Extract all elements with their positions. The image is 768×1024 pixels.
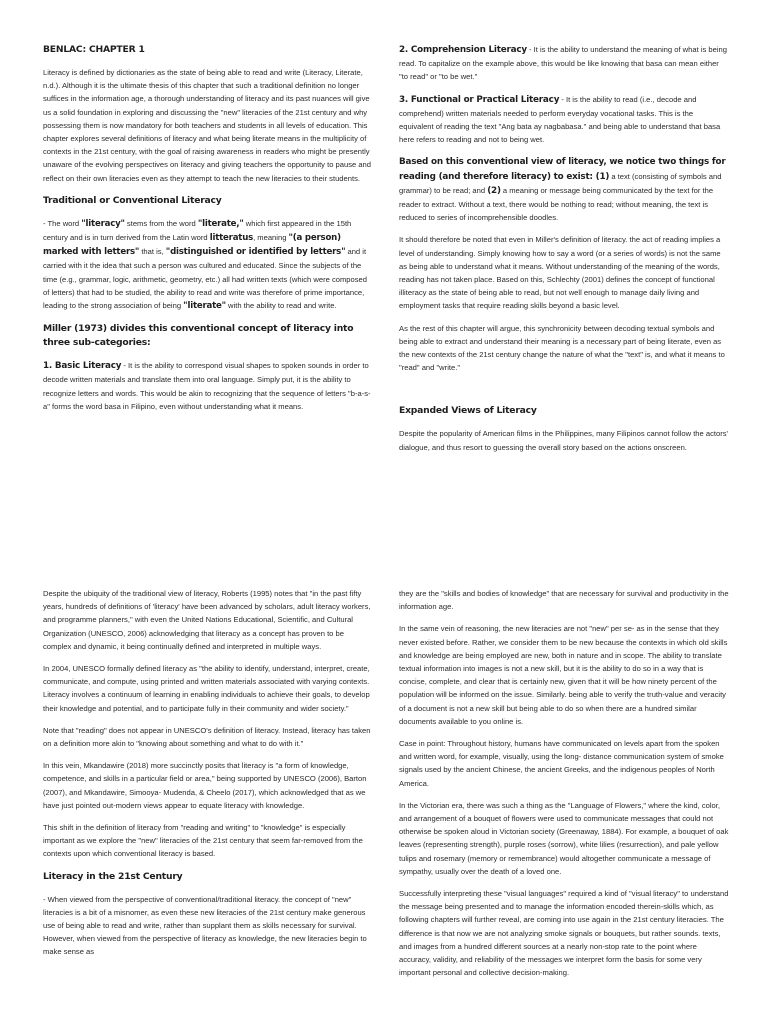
unesco-2004-paragraph: In 2004, UNESCO formally defined literacy as "the ability to identify, understand, interpret, create, communicate, and compute, using printed and written materials associated with varying contexts. Literacy involves a continuum of learning in enabling individuals to achieve their goals, to develop their knowledge and potential, and to participate fully in their community and wider society." bbox=[43, 664, 370, 713]
same-vein-paragraph: In the same vein of reasoning, the new literacies are not "new" per se- as in the sense that they never existed before. Rather, we consider them to be new because the contexts in which old skills and knowledge are being employed are new, both in nature and in scope. The ability to translate textual information into images is not a new skill, but it is the ability to do so in a way that is concise, complete, and clear that is certainly new, given that it will be how ninety percent of the population will be informed on the issue. Similarly. being able to verify the truth-value and veracity of a document is not a new skill but being able to do so when there are a hundred similar documents available to you online is. bbox=[399, 624, 728, 726]
text-run: - It is the ability to understand the meaning of what is being read. To capitalize on the example above, this would be like knowing that basa can mean either "to read" or "to be wet." bbox=[399, 45, 728, 82]
text-run: , meaning bbox=[253, 233, 289, 243]
text-run: a text (consisting of symbols and grammar) to be read; and bbox=[399, 171, 722, 195]
miller-note-paragraph: It should therefore be noted that even in Miller's definition of literacy. the act of reading implies a level of understanding. Simply knowing how to say a word (or a series of words) is not the same as being able to understand what it means. Without understanding of the meaning of the words, reading has not taken place. Based on this, Schlechty (2001) defines the concept of functional illiteracy as the state of being able to read, but not well enough to manage daily living and employment tasks that require reading skills beyond a basic level. bbox=[399, 235, 721, 311]
victorian-paragraph: In the Victorian era, there was such a thing as the "Language of Flowers," where the kind, color, and arrangement of a bouquet of flowers were used to communicate messages that could not otherwise be spoken aloud in Victorian society (Greenaway, 1884). For example, a bouquet of oak leaves (representing strength), purple roses (sorrow), white lilies (resurrection), and pale yellow tulips and rosemary (memory or remembrance) would altogether communicate a message of sympathy, usually over the death of a loved one. bbox=[399, 800, 729, 876]
keyword: "(a person) marked with letters" bbox=[43, 233, 341, 258]
page2-left-column bbox=[43, 587, 373, 968]
films-paragraph: Despite the popularity of American films in the Philippines, many Filipinos cannot follow the actors' dialogue, and thus resort to guessing the overall story based on the actions onscreen. bbox=[399, 429, 728, 452]
visual-literacy-paragraph: Successfully interpreting these "visual languages" required a kind of "visual literacy" to understand the message being presented and to manage the information encoded therein-skills which, as following chapters will further reveal, are coming into use again in the 21st century literacies. The difference is that now we are not analyzing smoke signals or bouquets, but rather sounds. texts, and images from a hundred different sources at a nearly non-stop rate to the point where accuracy, validity, and reliability of the messages we interpret form the basis for some very important personal and collective decision-making. bbox=[399, 889, 729, 978]
functional-literacy-paragraph bbox=[399, 93, 729, 147]
roberts-paragraph: Despite the ubiquity of the traditional view of literacy, Roberts (1995) notes that "in the past fifty years, hundreds of definitions of 'literacy' have been advanced by scholars, adult literacy workers, and programme planners," with even the United Nations Educational, Scientific, and Cultural Organization (UNESCO, 2006) acknowledging that literacy as a concept has proven to be complex and dynamic, it being continually defined and interpreted in multiple ways. bbox=[43, 589, 371, 651]
reading-note-paragraph: Note that "reading" does not appear in UNESCO's definition of literacy. Instead, literacy has taken on a definition more akin to "knowing about something and what to do with it." bbox=[43, 725, 371, 749]
misnomer-paragraph: - When viewed from the perspective of conventional/traditional literacy. the concept of "new" literacies is a bit of a misnomer, as even these new literacies of the 21st century make generous use of being able to read and write, rather than supplant them as skills necessary for survival. However, when viewed from the perspective of literacy as knowledge, the new literacies begin to make sense as bbox=[43, 894, 367, 957]
text-run: and it carried with it the idea that such a person was cultured and educated. Since the subjects of the time (e.g., grammar, logic, arithmetic, geometry, etc.) all had written texts (which were composed of letters) that had to be studied, the ability to read and write was therefore of prime importance, leading to the strong association of being bbox=[43, 247, 367, 311]
basic-literacy-label: 1. Basic Literacy bbox=[43, 361, 122, 372]
two-things-paragraph bbox=[399, 155, 729, 224]
functional-literacy-label: 3. Functional or Practical Literacy bbox=[399, 94, 560, 105]
mkandawire-paragraph: In this vein, Mkandawire (2018) more succinctly posits that literacy is "a form of knowledge, competence, and skills in a particular field or area," being supported by UNESCO (2006), Barton (2007), and Mkandawire, Simooya- Mudenda, & Cheelo (2017), which acknowledged that as we have just pointed out-modern views appear to equate literacy with knowledge. bbox=[43, 761, 367, 810]
text-run: which first appeared in the 15th century and is in turn derived from the Latin word bbox=[43, 218, 352, 243]
keyword: "distinguished or identified by letters" bbox=[165, 247, 346, 258]
intro-paragraph: Literacy is defined by dictionaries as the state of being able to read and write (Literacy, Literate, n.d.). Although it is the ultimate thesis of this chapter that such a traditional definition no longer suffices in the information age, a thorough understanding of literacy and its past nuances will give us a solid foundation in exploring and discussing the "new" literacies of the 21st century and why possessing them is now mandatory for both teachers and students in all levels of education. This chapter explores several definitions of literacy and what being literate means in the multiplicity of contexts in the 21st century, with the goal of raising awareness in readers who might be presently unaware of the evolving perspectives on literacy and giving teachers the opportunity to pause and reflect on their own literacies even as they attempt to teach the new literacies to their students. bbox=[43, 68, 372, 183]
synchronicity-paragraph: As the rest of this chapter will argue, this synchronicity between decoding textual symbols and being able to extract and understand their meaning is a necessary part of being literate, even as the new contexts of the 21st century change the nature of what the "text" is, and what it means to "read" and "write." bbox=[399, 323, 725, 373]
skills-paragraph: they are the "skills and bodies of knowledge" that are necessary for survival and productivity in the information age. bbox=[399, 589, 729, 612]
shift-paragraph: This shift in the definition of literacy from "reading and writing" to "knowledge" is especially important as we explore the "new" literacies of the 21st century that seem far-removed from the contexts upon which conventional literacy is based. bbox=[43, 823, 363, 859]
miller-heading: Miller (1973) divides this conventional concept of literacy into three sub-categories: bbox=[43, 323, 354, 349]
chapter-title: BENLAC: CHAPTER 1 bbox=[43, 44, 145, 55]
keyword: (2) bbox=[487, 185, 501, 196]
keyword: "literate" bbox=[183, 301, 226, 312]
text-run: that is, bbox=[139, 247, 166, 257]
keyword: "literate," bbox=[197, 218, 244, 229]
comprehension-literacy-paragraph bbox=[399, 43, 729, 84]
text-run: - It is the ability to read (i.e., decode and comprehend) written materials needed to perform everyday vocational tasks. This is the equivalent of reading the text "Ang bata ay nagbabasa." and being able to understand that basa here refers to reading and not to being wet. bbox=[399, 94, 721, 145]
page2-right-column bbox=[399, 587, 729, 988]
text-run: - It is the ability to correspond visual shapes to spoken sounds in order to decode written materials and translate them into oral language. Simply put, it is the ability to recognize letters and words. This would be akin to recognizing that the sequence of letters "b-a-s-a" forms the word basa in Filipino, even without understanding what it means. bbox=[43, 361, 371, 411]
etymology-paragraph bbox=[43, 217, 373, 313]
page1-left-column bbox=[43, 43, 373, 422]
keyword: "literacy" bbox=[81, 218, 125, 229]
heading-21st-century: Literacy in the 21st Century bbox=[43, 870, 183, 882]
heading-traditional-literacy: Traditional or Conventional Literacy bbox=[43, 194, 222, 206]
two-things-lead: Based on this conventional view of literacy, we notice two things for reading (and therefore literacy) to exist: (1) bbox=[399, 157, 726, 182]
heading-expanded-views: Expanded Views of Literacy bbox=[399, 405, 537, 417]
text-run: a meaning or message being communicated by the text for the reader to extract. Without a text, there would be nothing to read; without meaning, the text is reduced to series of incomprehensible doodles. bbox=[399, 185, 714, 223]
page1-right-column bbox=[399, 43, 729, 463]
comprehension-literacy-label: 2. Comprehension Literacy bbox=[399, 45, 527, 55]
basic-literacy-paragraph bbox=[43, 359, 373, 413]
case-in-point-paragraph: Case in point: Throughout history, humans have communicated on levels apart from the spoken and written word, for example, visually, using the long- distance communication system of smoke signals used by the ancient Chinese, the ancient Greeks, and the indigenous peoples of North America. bbox=[399, 739, 724, 788]
keyword: litteratus bbox=[209, 233, 254, 244]
text-run: with the ability to read and write. bbox=[225, 301, 337, 311]
text-run: stems from the word bbox=[124, 218, 198, 228]
text-run: - The word bbox=[43, 218, 82, 228]
